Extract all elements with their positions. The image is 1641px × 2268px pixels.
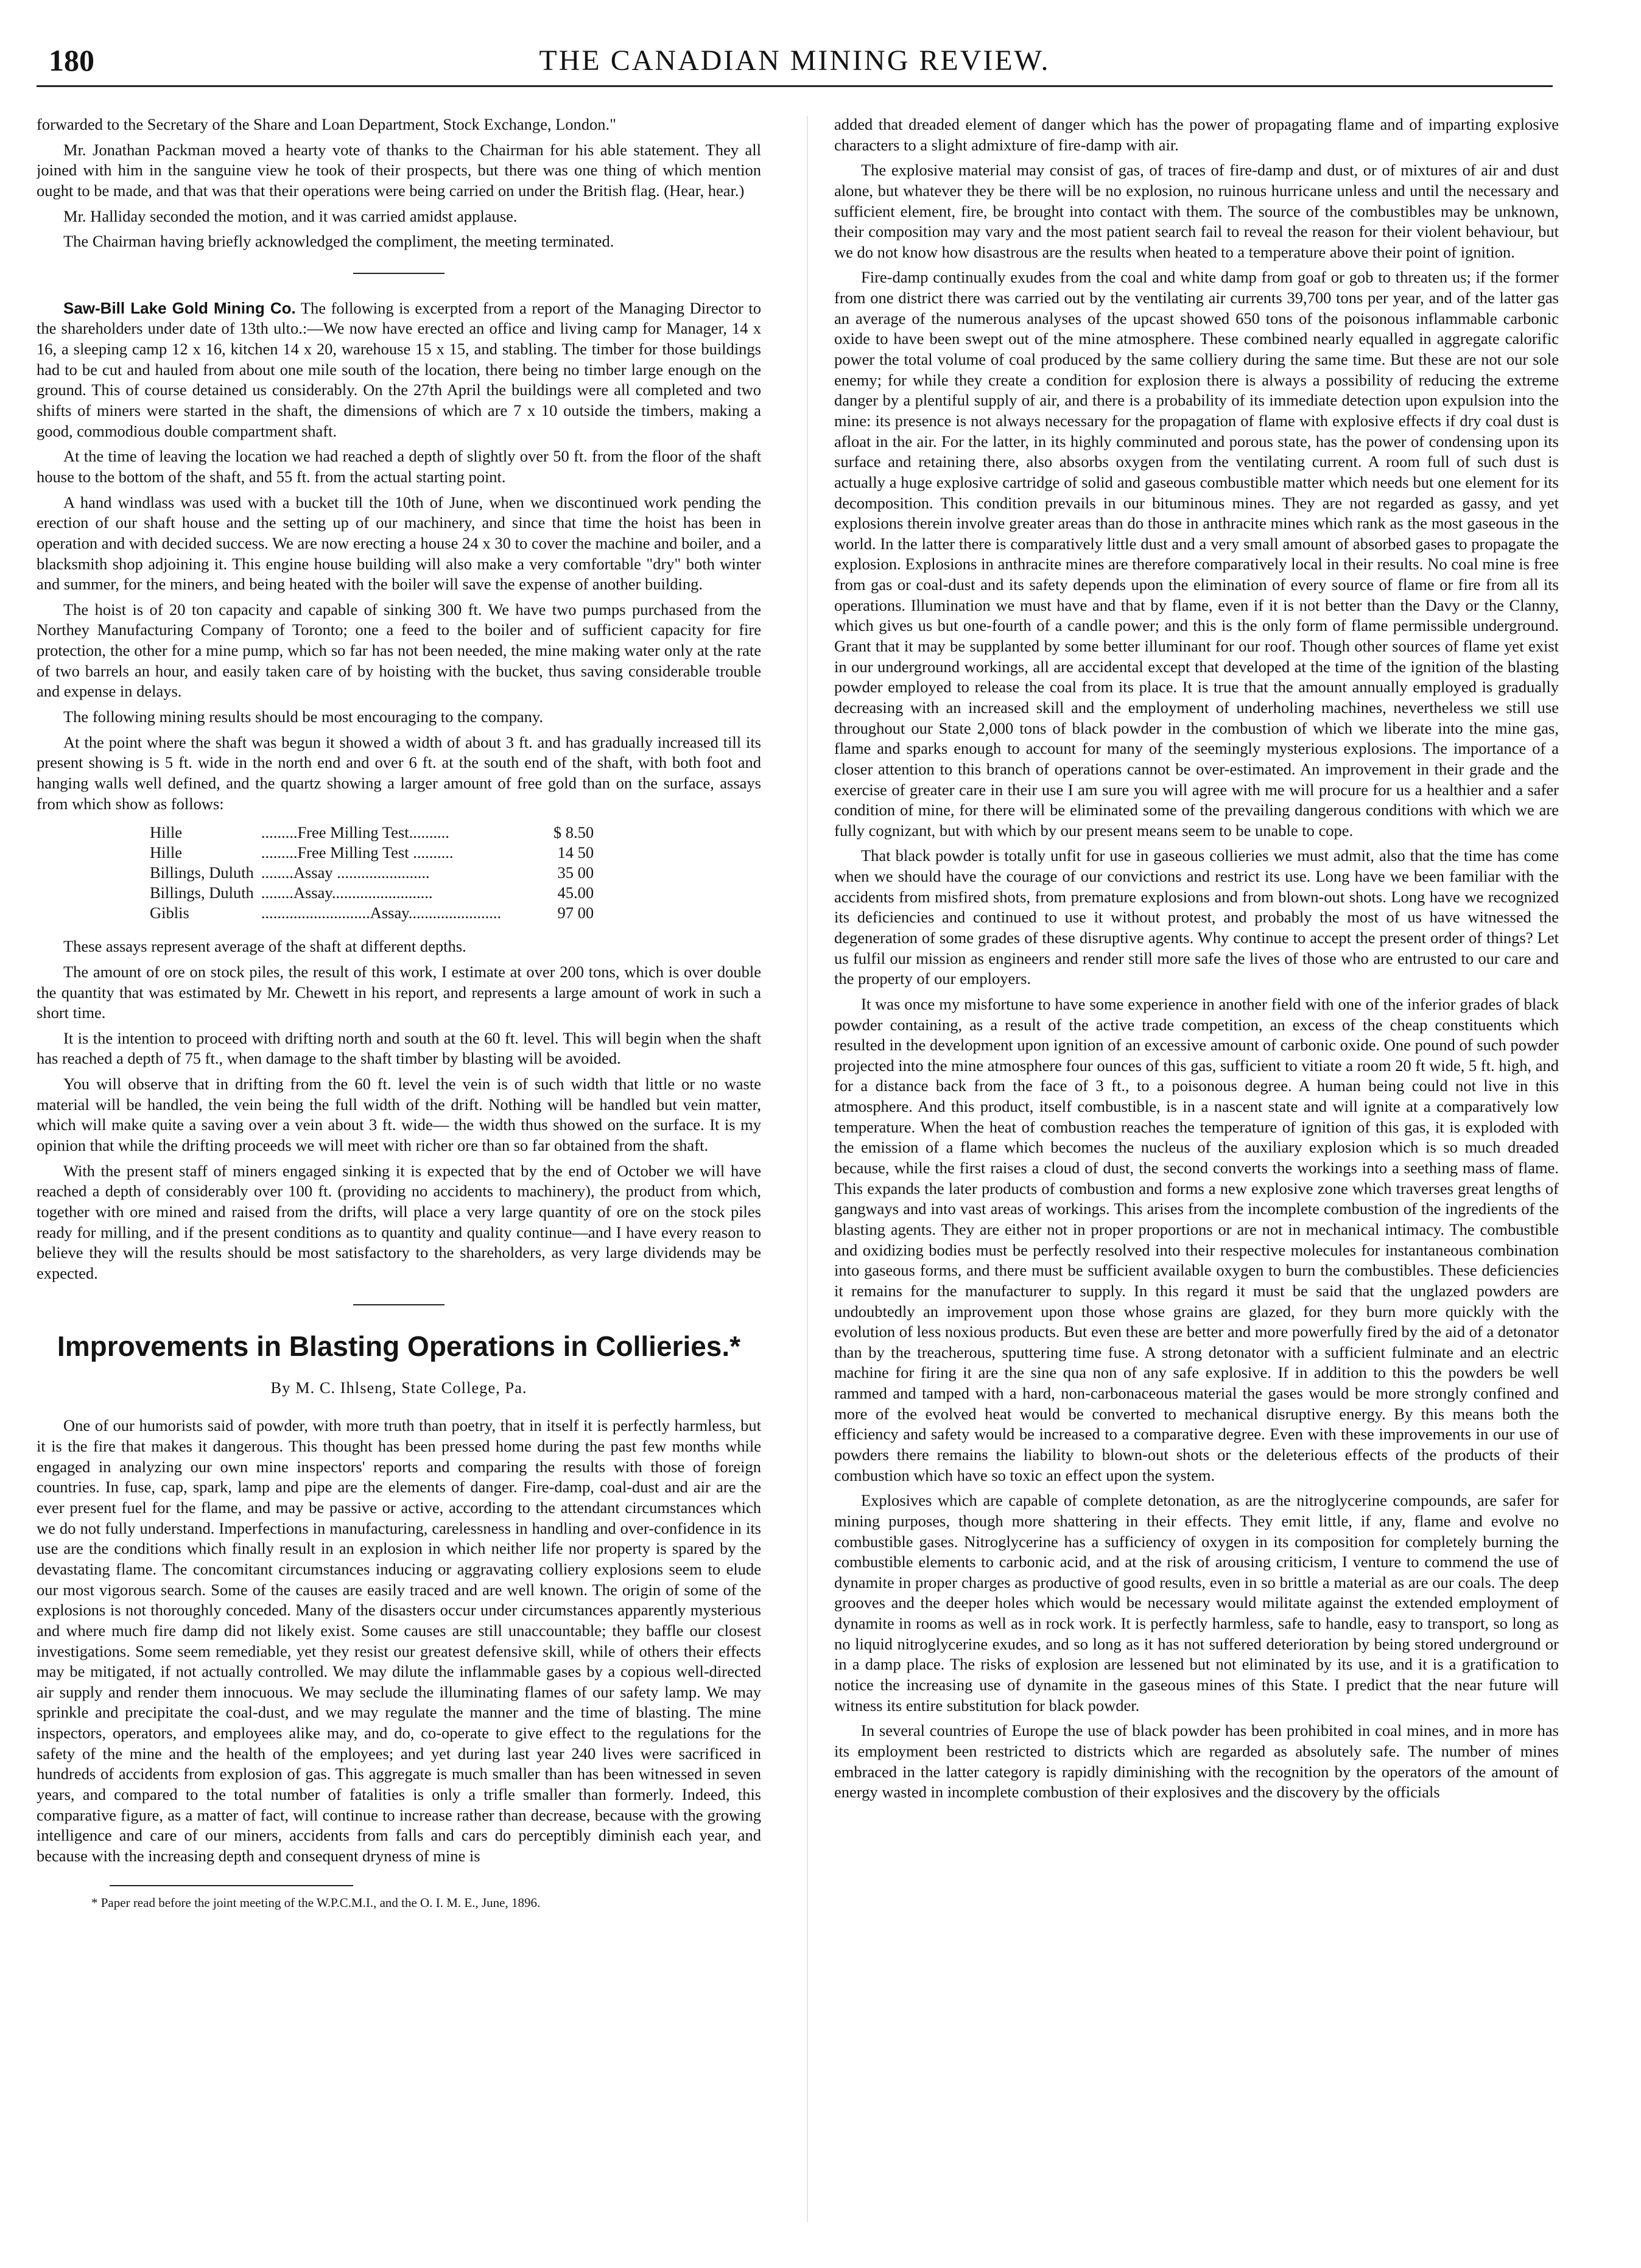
assay-test: ...........................Assay....................... [261, 904, 502, 922]
paragraph: forwarded to the Secretary of the Share and Loan Department, Stock Exchange, London." [37, 115, 616, 133]
footnote-rule [110, 1885, 353, 1886]
paragraph [37, 298, 761, 441]
paragraph: That black powder is totally unfit for use in gaseous collieries we must admit, also that the time has come when we should have the courage of our convictions and restrict its use. Long have we been familiar with the accidents from misfired shots, from premature explosions and from blown-out shots. Long have we recognized its deficiencies and continued to use it without protest, and probably the most of us have witnessed the degeneration of some grades of these disruptive agents. Why continue to accept the present order of things? Let us fulfil our mission as engineers and render still more safe the lives of those who are entrusted to our care and the property of our employers. [834, 846, 1559, 988]
table-row [146, 863, 597, 883]
assay-amount: 45.00 [557, 883, 594, 902]
paragraph: Mr. Halliday seconded the motion, and it was carried amidst applause. [63, 206, 518, 225]
assay-amount: $ 8.50 [553, 823, 594, 842]
assay-amount: 97 00 [557, 904, 594, 922]
article-byline: By M. C. Ihlseng, State College, Pa. [270, 1378, 527, 1397]
paragraph: The hoist is of 20 ton capacity and capable of sinking 300 ft. We have two pumps purchased from the Northey Manufacturing Company of Toronto; one a feed to the boiler and of sufficient capacity for fire protection, the other for a mine pump, which so far has not been needed, the mine making water only at the rate of two barrels an hour, and easily taken care of by hoisting with the bucket, thus saving considerable trouble and expense in delays. [37, 600, 761, 701]
right-column [834, 114, 1559, 2245]
assay-name: Hille [150, 823, 182, 842]
paragraph: These assays represent average of the shaft at different depths. [63, 937, 466, 956]
assay-test: ........Assay ....................... [261, 863, 430, 882]
paragraph: The following mining results should be most encouraging to the company. [63, 707, 543, 726]
paragraph: You will observe that in drifting from the 60 ft. level the vein is of such width that little or no waste material will be handled, the vein being the full width of the drift. Nothing will be handled but vein matter, which will make quite a saving over a vein about 3 ft. wide— the width thus showed on the surface. It is my opinion that while the drifting proceeds we will meet with richer ore than so far obtained from the shaft. [37, 1075, 761, 1154]
paragraph: added that dreaded element of danger which has the power of propagating flame and of imparting explosive characters to a slight admixture of fire-damp with air. [834, 115, 1559, 154]
page-header [37, 38, 1553, 93]
paragraph: Explosives which are capable of complete detonation, as are the nitroglycerine compounds, are safer for mining purposes, though more shattering in their effects. They emit little, if any, flame and evolve no combustible gases. Nitroglycerine has a sufficiency of oxygen in its composition for completely burning the combustible elements to carbonic acid, and at the risk of arousing criticism, I venture to commend the use of dynamite in proper charges as productive of good results, even in so brittle a material as are our coals. The deep grooves and the deeper holes which would be necessary would militate against the extended employment of dynamite in rooms as well as in rock work. It is perfectly harmless, safe to handle, easy to transport, so long as no liquid nitroglycerine exudes, and so long as it has not suffered deterioration by being stored underground or in a damp place. The risks of explosion are lessened but not eliminated by its use, and it is a gratification to notice the increasing use of dynamite in the gaseous mines of this State. I predict that the near future will witness its entire substitution for black powder. [834, 1491, 1559, 1715]
table-row [146, 883, 597, 903]
item-text: The following is excerpted from a report of the Managing Director to the shareholders under date of 13th ulto.:—We now have erected an office and living camp for Manager, 14 x 16, a sleeping camp 12 x 16, kitchen 14 x 20, warehouse 15 x 15, and stabling. The timber for those buildings had to be cut and hauled from about one mile south of the location, there being no timber large enough on the ground. This of course detained us considerably. On the 27th April the buildings were all completed and two shifts of miners were started in the shaft, the dimensions of which are 7 x 10 outside the timbers, making a good, commodious double compartment shaft. [37, 298, 761, 440]
assay-name: Billings, Duluth [150, 863, 254, 882]
assay-test: .........Free Milling Test .......... [261, 843, 454, 862]
assay-table [146, 823, 597, 923]
assay-test: .........Free Milling Test.......... [261, 823, 449, 842]
section-divider [353, 273, 445, 274]
table-row [146, 903, 597, 923]
page-number: 180 [49, 43, 94, 77]
running-title: THE CANADIAN MINING REVIEW. [539, 44, 1050, 77]
section-divider [353, 1304, 445, 1305]
paragraph: The amount of ore on stock piles, the result of this work, I estimate at over 200 tons, which is over double the quantity that was estimated by Mr. Chewett in his report, and represents a large amount of work in such a short time. [37, 962, 761, 1022]
item-heading: Saw-Bill Lake Gold Mining Co. [63, 298, 296, 317]
assay-name: Hille [150, 843, 182, 862]
left-column [37, 114, 761, 2221]
paragraph: Mr. Jonathan Packman moved a hearty vote of thanks to the Chairman for his able statement. They all joined with him in the sanguine view he took of their prospects, but there was one thing of which mention ought to be made, and that was that their operations were being carried on under the British flag. (Hear, hear.) [37, 140, 761, 200]
paragraph: In several countries of Europe the use of black powder has been prohibited in coal mines, and in more has its employment been restricted to districts which are regarded as absolutely safe. The number of mines embraced in the latter category is rapidly diminishing with the recognition by the operators of the amount of energy wasted in incomplete combustion of their explosives and the discovery by the officials [834, 1721, 1559, 1802]
paragraph: Fire-damp continually exudes from the coal and white damp from goaf or gob to threaten us; if the former from one district there was carried out by the ventilating air currents 39,700 tons per year, and of the latter gas an average of the numerous analyses of the upcast showed 650 tons of the poisonous inflammable carbonic oxide to have been swept out of the mine atmosphere. These combined nearly equalled in aggregate calorific power the total volume of coal produced by the same colliery during the same time. But these are not our sole enemy; for while they create a condition for explosion there is always a possibility of reducing the extreme danger by a plentiful supply of air, and there is a probability of its immediate detection upon expulsion into the mine: its presence is not always necessary for the propagation of flame with explosive effects if dry coal dust is afloat in the air. For the latter, in its highly comminuted and porous state, has the power of condensing upon its surface and retaining there, also absorbs oxygen from the ventilating current. A room full of such dust is actually a huge explosive cartridge of solid and gaseous combustible matter which needs but one element for its decomposition. This condition prevails in our bituminous mines. They are not regarded as gassy, and yet explosions therein involve greater areas than do those in anthracite mines which rank as the most gaseous in the world. In the latter there is comparatively little dust and a very small amount of absorbed gases to propagate the explosion. Explosions in anthracite mines are therefore comparatively local in their results. No coal mine is free from gas or coal-dust and its safety depends upon the elimination of every source of flame or fire from all its operations. Illumination we must have and that by flame, even if it is not better than the Davy or the Clanny, which gives us but one-fourth of a candle power; and this is the only form of flame permissible underground. Grant that it may be supplanted by some better illuminant for our roof. Though other sources of flame yet exist in our underground workings, all are accidental except that developed at the time of the ignition of the blasting powder employed to release the coal from its place. It is true that the amount annually employed is gradually decreasing with an increased skill and the employment of underholing machines, nevertheless we still use throughout our State 2,000 tons of black powder in the combustion of which we liberate into the mine gas, flame and sparks enough to account for many of the seemingly mysterious explosions. The importance of a closer attention to this branch of operations cannot be over-estimated. An improvement in their grade and the exercise of greater care in their use I am sure you will agree with me will procure for us a healthier and a safer condition of mine, for there will be eliminated some of the prevailing dangerous conditions with which we are fully cognizant, but with which by our present means seem to be unable to cope. [834, 268, 1559, 840]
article-title: Improvements in Blasting Operations in Collieries.* [57, 1330, 741, 1363]
paragraph: It was once my misfortune to have some experience in another field with one of the inferior grades of black powder containing, as a result of the active trade competition, an excess of the cheap constituents which resulted in the development upon ignition of an excessive amount of carbonic oxide. One pound of such powder projected into the mine atmosphere four ounces of this gas, sufficient to vitiate a room 20 ft wide, 5 ft. high, and for a distance back from the face of 3 ft., to a poisonous degree. A human being could not live in this atmosphere. And this product, itself combustible, is in a nascent state and will ignite at a comparatively low temperature. When the heat of combustion reaches the temperature of ignition of this gas, it is exploded with the emission of a flame which becomes the nucleus of the auxiliary explosion which is so much dreaded because, while the first raises a cloud of dust, the second converts the workings into a seething mass of flame. This expands the later products of combustion and forms a new explosive zone which traverses great lengths of gangways and into vast areas of workings. This arises from the incomplete combustion of the ingredients of the blasting agents. They are either not in proper proportions or are not in mechanical intimacy. The combustible and oxidizing bodies must be perfectly resolved into their respective molecules for instantaneous combination into gaseous forms, and there must be sufficient available oxygen to burn the combustibles. These deficiencies it remains for the manufacturer to supply. In this regard it must be said that the unglazed powders are undoubtedly an improvement upon those whose grains are glazed, for they burn more quickly with the evolution of less noxious products. But even these are better and more powerfully fired by the aid of a detonator than by the treacherous, sputtering time fuse. A strong detonator with a sufficient fulminate and an electric machine for firing it are the sine qua non of any safe explosive. If in addition to this the powders be well rammed and tamped with a hard, non-carbonaceous material the gases would be more strongly confined and more of the evolved heat would be converted to mechanical disruptive energy. By this means both the efficiency and safety would be increased to a comparative degree. Even with these improvements in our use of powders there remains the liability to blown-out shots or the deleterious effects of the products of their combustion which have so toxic an effect upon the system. [834, 994, 1559, 1484]
table-row [146, 823, 597, 843]
header-rule [37, 85, 1553, 87]
footnote: * Paper read before the joint meeting of the W.P.C.M.I., and the O. I. M. E., June, 1896. [91, 1895, 541, 1910]
paragraph: The explosive material may consist of gas, of traces of fire-damp and dust, or of mixtures of air and dust alone, but whatever they be there will be no explosion, no ruinous hurricane unless and until the necessary and sufficient element, fire, be brought into contact with them. The source of the combustibles may be unknown, their composition may vary and the most patient search fail to reveal the reason for their violent behaviour, but we do not know how disastrous are the results when heated to a temperature above their point of ignition. [834, 161, 1559, 261]
assay-name: Billings, Duluth [150, 883, 254, 902]
paragraph: At the time of leaving the location we had reached a depth of slightly over 50 ft. from the floor of the shaft house to the bottom of the shaft, and 55 ft. from the actual starting point. [37, 447, 761, 486]
table-row [146, 843, 597, 863]
paragraph: One of our humorists said of powder, with more truth than poetry, that in itself it is perfectly harmless, but it is the fire that makes it dangerous. This thought has been pressed home during the past few months while engaged in analyzing our own mine inspectors' reports and comparing the results with those of foreign countries. In fuse, cap, spark, lamp and pipe are the elements of danger. Fire-damp, coal-dust and air are the ever present fuel for the flame, and may be passive or active, according to the attendant circumstances which we do not fully understand. Imperfections in manufacturing, carelessness in handling and over-confidence in its use are the conditions which finally result in an explosion in which neither life nor property is spared by the devastating flame. The concomitant circumstances inducing or aggravating colliery explosions seem to elude our most vigorous search. Some of the causes are easily traced and are well known. The origin of some of the explosions is not thoroughly conceded. Many of the disasters occur under circumstances apparently mysterious and where much fire damp did not likely exist. Some causes are still unaccountable; they baffle our closest investigations. Some seem remediable, yet they resist our greatest defensive skill, while of others their effects may be mitigated, if not actually controlled. We may dilute the inflammable gases by a copious well-directed air supply and render them innocuous. We may seclude the illuminating flames of our safety lamp. We may sprinkle and precipitate the coal-dust, and we may regulate the manner and the time of blasting. The mine inspectors, operators, and employees alike may, and do, co-operate to give effect to the regulations for the safety of the mine and the health of the employees; and yet during last year 240 lives were sacrificed in hundreds of accidents from explosion of gas. This aggregate is much smaller than has been witnessed in seven years, and compared to the total number of fatalities is only a trifle smaller than formerly. Indeed, this comparative figure, as a matter of fact, will continue to increase rather than decrease, because with the growing intelligence and care of our miners, accidents from falls and cars do perceptibly diminish each year, and because with the increasing depth and consequent dryness of mine is [37, 1416, 761, 1865]
column-gutter [807, 116, 808, 2222]
paragraph: With the present staff of miners engaged sinking it is expected that by the end of October we will have reached a depth of considerably over 100 ft. (providing no accidents to machinery), the product from which, together with ore mined and raised from the drifts, will place a very large quantity of ore on the stock piles ready for milling, and if the present conditions as to quantity and quality continue—and I have every reason to believe they will the results should be most satisfactory to the shareholders, as very large dividends may be expected. [37, 1161, 761, 1282]
paragraph: The Chairman having briefly acknowledged the compliment, the meeting terminated. [63, 232, 614, 251]
paragraph: It is the intention to proceed with drifting north and south at the 60 ft. level. This will begin when the shaft has reached a depth of 75 ft., when damage to the shaft timber by blasting will be avoided. [37, 1028, 761, 1068]
assay-test: ........Assay......................... [261, 883, 433, 902]
assay-name: Giblis [150, 904, 189, 922]
assay-amount: 35 00 [557, 863, 594, 882]
assay-amount: 14 50 [557, 843, 594, 862]
paragraph: At the point where the shaft was begun it showed a width of about 3 ft. and has gradually increased till its present showing is 5 ft. wide in the north end and over 6 ft. at the south end of the shaft, with both foot and hanging walls well defined, and the quartz showing a larger amount of free gold than on the surface, assays from which show as follows: [37, 732, 761, 813]
paragraph: A hand windlass was used with a bucket till the 10th of June, when we discontinued work pending the erection of our shaft house and the setting up of our machinery, and since that time the hoist has been in operation and with decided success. We are now erecting a house 24 x 30 to cover the machine and boiler, and a blacksmith shop adjoining it. This engine house building will also make a very comfortable "dry" both winter and summer, for the miners, and being heated with the boiler will save the expense of another building. [37, 493, 761, 594]
